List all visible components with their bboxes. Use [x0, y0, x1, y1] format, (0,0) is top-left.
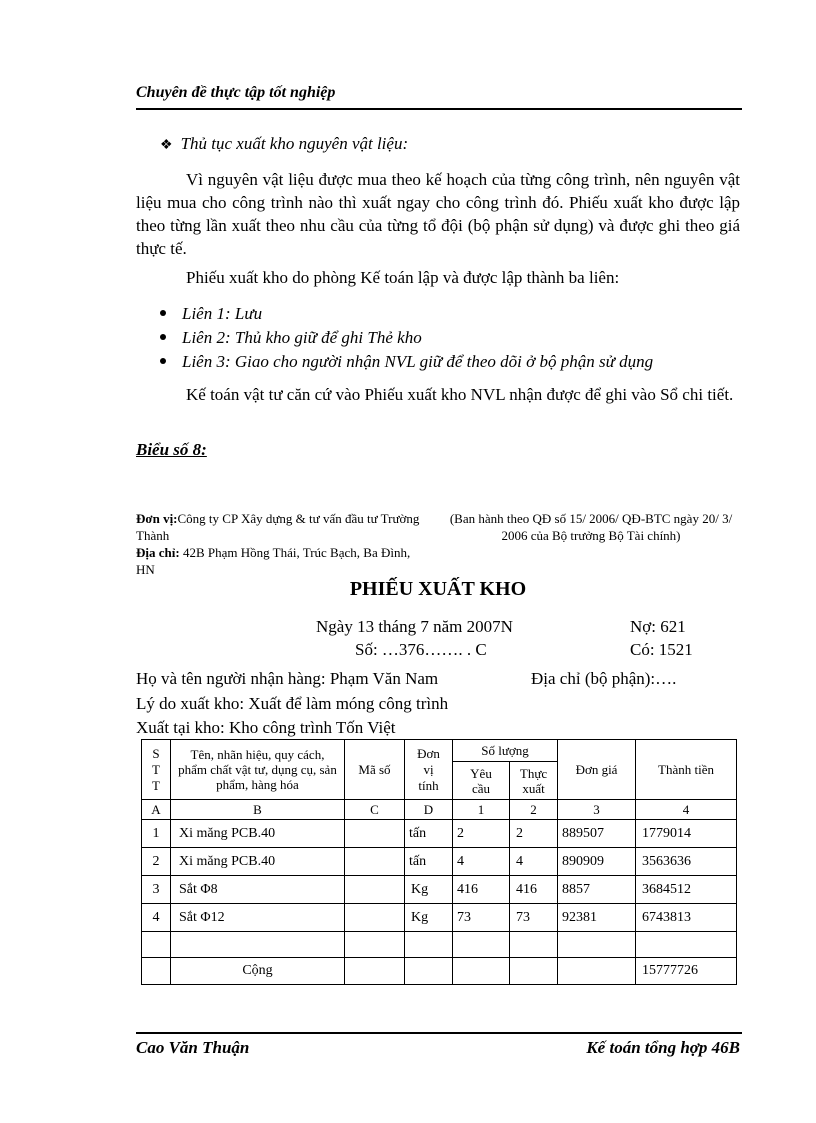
issue-warehouse: Xuất tại kho: Kho công trình Tốn Việt	[136, 718, 396, 737]
debit-account: Nợ: 621	[630, 617, 686, 636]
issue-table	[141, 739, 737, 985]
table-row: 4 Sắt Φ12 Kg 73 73 92381 6743813	[142, 904, 737, 932]
footer-author: Cao Văn Thuận	[136, 1038, 250, 1057]
header-rule	[136, 108, 742, 110]
footer-rule	[136, 1032, 742, 1034]
header-unit: Đơn vị tính	[405, 740, 453, 800]
diamond-bullet-icon: ❖	[160, 138, 173, 153]
regulation-note: (Ban hành theo QĐ số 15/ 2006/ QĐ-BTC ngày 20/ 3/ 2006 của Bộ trưởng Bộ Tài chính)	[449, 511, 733, 543]
list-item: Liên 2: Thủ kho giữ để ghi Thẻ kho	[160, 326, 422, 349]
unit-label: Đơn vị:	[136, 511, 178, 526]
header-unit-price: Đơn giá	[558, 740, 636, 800]
bullet-dot-icon	[160, 334, 166, 340]
header-item-name: Tên, nhãn hiệu, quy cách, phẩm chất vật tư, dụng cụ, sản phẩm, hàng hóa	[171, 740, 345, 800]
header-qty-issued: Thực xuất	[510, 762, 558, 800]
company-address	[136, 544, 426, 578]
form-number: Số: …376……. . C	[355, 640, 487, 659]
list-item: Liên 1: Lưu	[160, 302, 262, 325]
issue-reason: Lý do xuất kho: Xuất để làm móng công trình	[136, 694, 449, 713]
figure-label: Biểu số 8:	[136, 440, 207, 459]
footer-class: Kế toán tổng hợp 46B	[586, 1038, 740, 1057]
section-heading	[160, 134, 408, 154]
list-item: Liên 3: Giao cho người nhận NVL giữ để theo dõi ở bộ phận sử dụng	[160, 350, 653, 373]
receiver-name: Họ và tên người nhận hàng: Phạm Văn Nam	[136, 669, 439, 688]
form-date: Ngày 13 tháng 7 năm 2007N	[316, 617, 513, 636]
paragraph-ledger: Kế toán vật tư căn cứ vào Phiếu xuất kho NVL nhận được để ghi vào Sổ chi tiết.	[186, 385, 734, 404]
bullet-dot-icon	[160, 310, 166, 316]
section-heading-text: Thủ tục xuất kho nguyên vật liệu:	[180, 134, 409, 153]
receiver-department: Địa chỉ (bộ phận):….	[531, 669, 677, 688]
table-row: 1 Xi măng PCB.40 tấn 2 2 889507 1779014	[142, 820, 737, 848]
total-label: Cộng	[171, 958, 345, 985]
credit-account: Có: 1521	[630, 640, 693, 659]
paragraph-copies: Phiếu xuất kho do phòng Kế toán lập và được lập thành ba liên:	[186, 268, 620, 287]
bullet-dot-icon	[160, 358, 166, 364]
header-stt: S T T	[142, 740, 171, 800]
header-quantity-group: Số lượng	[453, 740, 558, 762]
total-amount: 15777726	[636, 958, 737, 985]
header-qty-requested: Yêu cầu	[453, 762, 510, 800]
company-unit	[136, 510, 426, 544]
form-title: PHIẾU XUẤT KHO	[349, 578, 527, 600]
unit-value: Công ty CP Xây dựng & tư vấn đầu tư Trường Thành	[136, 511, 420, 543]
table-row: 2 Xi măng PCB.40 tấn 4 4 890909 3563636	[142, 848, 737, 876]
index-row: A B C D 1 2 3 4	[142, 800, 737, 820]
address-label: Địa chỉ:	[136, 545, 180, 560]
table-row: 3 Sắt Φ8 Kg 416 416 8857 3684512	[142, 876, 737, 904]
running-header-title: Chuyên đề thực tập tốt nghiệp	[136, 84, 336, 101]
header-code: Mã số	[345, 740, 405, 800]
paragraph-intro: Vì nguyên vật liệu được mua theo kế hoạch của từng công trình, nên nguyên vật liệu mua cho công trình nào thì xuất ngay cho công trình đó. Phiếu xuất kho được lập theo từng lần xuất theo nhu cầu của từng tổ đội (bộ phận sử dụng) và được ghi theo giá thực tế.	[136, 170, 740, 258]
table-row-empty	[142, 932, 737, 958]
address-value: 42B Phạm Hồng Thái, Trúc Bạch, Ba Đình, HN	[136, 545, 411, 577]
total-row	[142, 958, 737, 985]
header-amount: Thành tiền	[636, 740, 737, 800]
